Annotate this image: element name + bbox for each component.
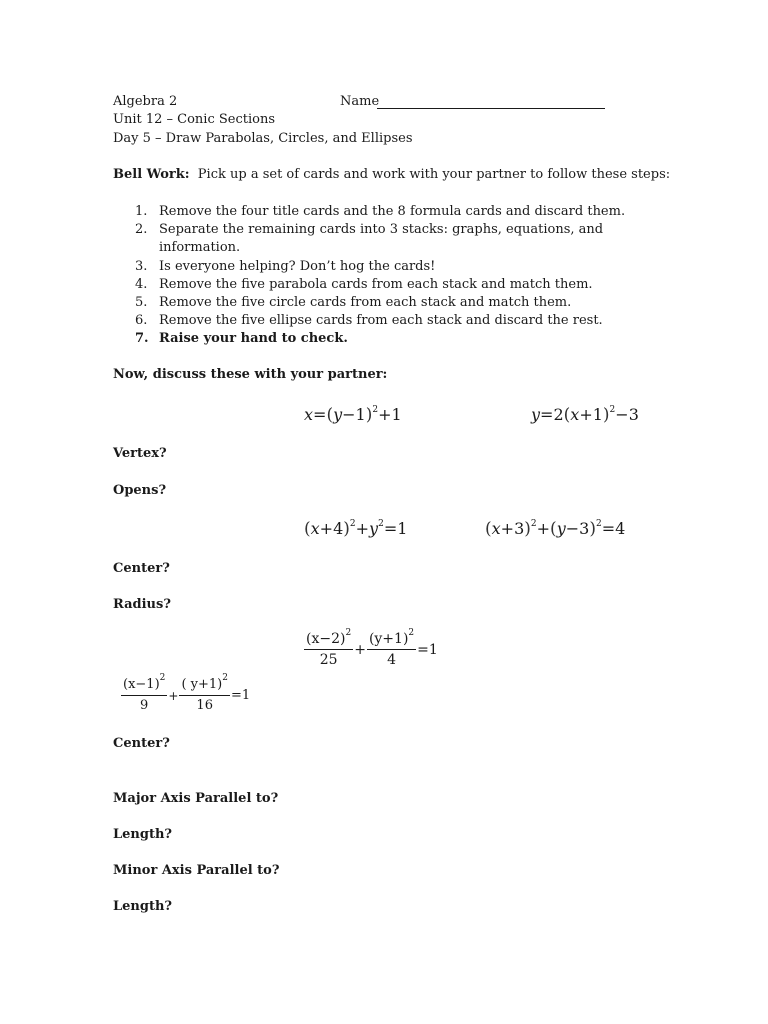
eq-const: +1 [579, 405, 603, 424]
eq-sign: + [536, 519, 551, 538]
ellipse-center-question: Center? [113, 736, 170, 751]
eq-const: +3 [500, 519, 525, 538]
list-item [113, 258, 633, 276]
major-length-question: Length? [113, 827, 173, 842]
fraction [367, 630, 416, 669]
eq-const: −1 [342, 405, 366, 424]
discuss-heading: Now, discuss these with your partner: [113, 367, 388, 382]
eq-sign: + [355, 519, 370, 538]
eq-exponent: 2 [408, 628, 415, 638]
eq-sign: = [313, 405, 327, 424]
list-item [113, 294, 633, 312]
fraction-numerator: (x−1) [123, 677, 160, 692]
step-text: Remove the four title cards and the 8 formula cards and discard them. [159, 204, 626, 219]
fraction-denominator: 16 [196, 698, 213, 713]
bell-work-text: Pick up a set of cards and work with your partner to follow these steps: [197, 167, 671, 182]
eq-const: +1 [378, 405, 402, 424]
eq-var: y [333, 405, 343, 424]
list-item [113, 203, 633, 221]
parabola-equation-1: $x=(y-1)^2+1$ [304, 405, 402, 425]
circle-center-question: Center? [113, 561, 170, 576]
eq-exponent: 2 [222, 673, 228, 683]
step-text: information. [159, 240, 241, 256]
minor-axis-question: Minor Axis Parallel to? [113, 863, 280, 878]
list-item [113, 276, 633, 294]
list-item [113, 239, 633, 257]
bell-work-label: Bell Work: [113, 167, 190, 182]
fraction [304, 630, 353, 669]
step-number: 1. [135, 204, 148, 219]
eq-var: x [491, 519, 501, 538]
step-number: 2. [135, 222, 148, 238]
eq-sign: = [540, 405, 554, 424]
vertex-question: Vertex? [113, 446, 167, 461]
eq-const: +4 [319, 519, 344, 538]
ellipse-equation-2 [121, 673, 251, 715]
name-blank-line [377, 108, 605, 109]
eq-const: −3 [565, 519, 590, 538]
eq-exponent: 2 [530, 519, 537, 529]
bell-work-line [113, 167, 670, 183]
eq-var: y [369, 519, 379, 538]
list-item [113, 221, 633, 239]
day-title: Day 5 – Draw Parabolas, Circles, and Ellipses [113, 131, 413, 146]
radius-question: Radius? [113, 597, 171, 612]
eq-var: x [310, 519, 320, 538]
eq-exponent: 2 [595, 519, 602, 529]
fraction [179, 673, 230, 715]
step-number: 5. [135, 295, 148, 311]
eq-exponent: 2 [349, 519, 356, 529]
fraction-numerator: (x−2) [306, 631, 346, 647]
eq-exponent: 2 [372, 405, 379, 415]
eq-rhs: =4 [601, 519, 626, 538]
step-text: Remove the five ellipse cards from each stack and discard the rest. [159, 313, 603, 329]
eq-rhs: =1 [383, 519, 408, 538]
fraction [121, 673, 167, 715]
eq-exponent: 2 [378, 519, 384, 529]
eq-exponent: 2 [345, 628, 352, 638]
name-label: Name [340, 94, 380, 109]
eq-coef: 2 [553, 405, 564, 424]
course-title: Algebra 2 [113, 94, 178, 109]
circle-equation-1: $(x+4)^2+y^2=1$ [304, 519, 408, 539]
major-axis-question: Major Axis Parallel to? [113, 791, 279, 806]
eq-var: y [531, 405, 541, 424]
step-text: Separate the remaining cards into 3 stacks: graphs, equations, and [159, 222, 604, 238]
eq-var: x [570, 405, 580, 424]
fraction-numerator: ( y+1) [181, 677, 223, 692]
eq-sign: + [168, 688, 179, 703]
eq-exponent: 2 [159, 673, 166, 683]
fraction-numerator: (y+1) [368, 631, 409, 647]
step-text: Remove the five circle cards from each stack and match them. [159, 295, 572, 311]
fraction-denominator: 25 [319, 652, 338, 668]
step-text: Is everyone helping? Don’t hog the cards! [159, 258, 436, 274]
unit-title: Unit 12 – Conic Sections [113, 112, 275, 127]
fraction-denominator: 9 [140, 698, 149, 713]
step-number: 6. [135, 313, 148, 329]
opens-question: Opens? [113, 483, 167, 498]
ellipse-equation-1 [304, 630, 439, 669]
step-text: Remove the five parabola cards from each stack and match them. [159, 276, 593, 292]
eq-rhs: =1 [417, 641, 438, 658]
eq-const: −3 [615, 405, 639, 424]
list-item [113, 312, 633, 330]
circle-equation-2: $(x+3)^2+(y-3)^2=4$ [485, 519, 626, 539]
list-item [113, 330, 633, 348]
parabola-equation-2: $y=2(x+1)^2-3$ [531, 405, 639, 425]
steps-list [113, 203, 633, 349]
step-text: Raise your hand to check. [159, 331, 348, 347]
step-number: 3. [135, 258, 148, 274]
eq-var: y [556, 519, 566, 538]
eq-exponent: 2 [609, 405, 616, 415]
eq-sign: + [354, 641, 366, 658]
eq-var: x [304, 405, 314, 424]
eq-rhs: =1 [230, 687, 251, 703]
minor-length-question: Length? [113, 899, 173, 914]
fraction-denominator: 4 [387, 652, 396, 668]
step-number: 4. [135, 276, 148, 292]
step-number: 7. [135, 331, 149, 347]
